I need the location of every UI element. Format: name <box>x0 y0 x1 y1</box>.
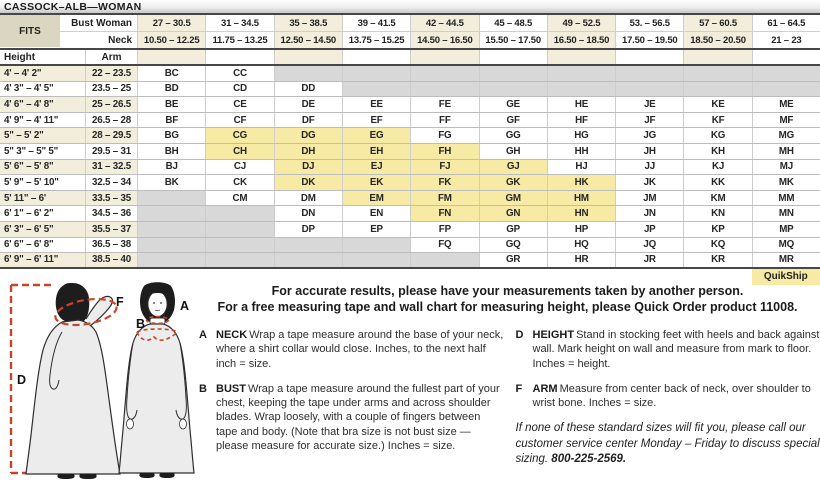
instruction-text: ARM Measure from center back of neck, over shoulder to wrist bone. Inches = size. <box>532 382 811 410</box>
stripe-cell <box>683 50 751 64</box>
neck-range-cell: 11.75 – 13.25 <box>205 32 273 48</box>
size-cell: HE <box>547 97 615 112</box>
quikship-badge: QuikShip <box>752 269 820 285</box>
bust-range-cell: 57 – 60.5 <box>683 15 751 31</box>
size-cell <box>547 66 615 81</box>
size-cell <box>342 238 410 253</box>
neck-range-cell: 21 – 23 <box>752 32 820 48</box>
size-cell: KK <box>683 175 751 190</box>
size-cell <box>410 82 478 97</box>
size-cell: HK <box>547 175 615 190</box>
size-cell <box>479 66 547 81</box>
table-row <box>0 222 820 238</box>
size-cell: EE <box>342 97 410 112</box>
table-row <box>0 238 820 254</box>
height-cell: 4' 6" – 4' 8" <box>0 97 85 112</box>
size-cell: FF <box>410 113 478 128</box>
size-cell: GP <box>479 222 547 237</box>
size-cell: FM <box>410 191 478 206</box>
note-line-2: For a free measuring tape and wall chart for measuring height, please Quick Order product 11008. <box>217 299 798 314</box>
table-body <box>0 66 820 269</box>
size-cell: FQ <box>410 238 478 253</box>
size-cell: MK <box>752 175 820 190</box>
instruction-column-right <box>516 328 820 467</box>
arm-cell: 32.5 – 34 <box>85 175 137 190</box>
size-cell <box>205 253 273 267</box>
size-cell: GE <box>479 97 547 112</box>
stripe-cell <box>137 50 205 64</box>
size-cell: DD <box>274 82 342 97</box>
accuracy-notes <box>195 284 820 315</box>
height-cell: 6' 6" – 6' 8" <box>0 238 85 253</box>
size-cell: JM <box>615 191 683 206</box>
size-cell: MR <box>752 253 820 267</box>
height-arm-header-row <box>0 50 820 66</box>
size-cell: KP <box>683 222 751 237</box>
note-line-1: For accurate results, please have your measurements taken by another person. <box>271 284 744 298</box>
size-cell: CC <box>205 66 273 81</box>
height-cell: 5" – 5' 2" <box>0 128 85 143</box>
size-cell: GF <box>479 113 547 128</box>
arm-cell: 22 – 23.5 <box>85 66 137 81</box>
size-cell <box>752 66 820 81</box>
size-cell: EP <box>342 222 410 237</box>
figure-label-f: F <box>116 295 124 309</box>
size-cell: EG <box>342 128 410 143</box>
size-cell: EK <box>342 175 410 190</box>
bust-range-cell: 35 – 38.5 <box>274 15 342 31</box>
size-cell <box>274 238 342 253</box>
table-title: CASSOCK–ALB—WOMAN <box>0 0 820 15</box>
figure-label-d: D <box>17 373 27 387</box>
size-cell: MN <box>752 206 820 221</box>
size-cell <box>137 222 205 237</box>
table-row <box>0 175 820 191</box>
instruction-text: BUST Wrap a tape measure around the fullest part of your chest, keeping the tape under arms and across shoulder blades. Wrap loosely, with a couple of fingers between tape and body. (Note that bra size is not bust size — please measure for accurate size.) Inches = size. <box>216 382 500 453</box>
height-cell: 5" 3" – 5" 5" <box>0 144 85 159</box>
size-cell: BH <box>137 144 205 159</box>
size-cell: MH <box>752 144 820 159</box>
size-cell: BD <box>137 82 205 97</box>
neck-range-cell: 12.50 – 14.50 <box>274 32 342 48</box>
size-cell: DJ <box>274 160 342 175</box>
size-cell <box>137 191 205 206</box>
table-row <box>0 253 820 269</box>
size-cell <box>137 238 205 253</box>
table-row <box>0 66 820 82</box>
size-cell: EH <box>342 144 410 159</box>
size-cell: JG <box>615 128 683 143</box>
bust-range-row <box>0 15 820 32</box>
size-cell <box>342 253 410 267</box>
size-cell: JR <box>615 253 683 267</box>
size-cell: KH <box>683 144 751 159</box>
size-cell: KN <box>683 206 751 221</box>
size-cell: FP <box>410 222 478 237</box>
size-cell: DH <box>274 144 342 159</box>
instruction-letter: F <box>515 382 523 395</box>
size-cell: DG <box>274 128 342 143</box>
size-cell <box>410 253 478 267</box>
size-cell: KF <box>683 113 751 128</box>
size-cell <box>683 82 751 97</box>
bust-range-cell: 27 – 30.5 <box>137 15 205 31</box>
size-cell: FK <box>410 175 478 190</box>
size-cell: EN <box>342 206 410 221</box>
arm-cell: 36.5 – 38 <box>85 238 137 253</box>
size-cell: KR <box>683 253 751 267</box>
size-cell: BC <box>137 66 205 81</box>
stripe-cell <box>547 50 615 64</box>
size-cell: HF <box>547 113 615 128</box>
instruction-arm <box>516 382 820 411</box>
bust-range-cell: 39 – 41.5 <box>342 15 410 31</box>
height-cell: 4' 9" – 4' 11" <box>0 113 85 128</box>
table-row <box>0 160 820 176</box>
size-cell: BE <box>137 97 205 112</box>
arm-cell: 29.5 – 31 <box>85 144 137 159</box>
size-cell: KQ <box>683 238 751 253</box>
size-cell: JF <box>615 113 683 128</box>
size-cell: JP <box>615 222 683 237</box>
size-cell <box>615 82 683 97</box>
size-cell <box>274 253 342 267</box>
size-cell <box>342 66 410 81</box>
neck-range-cell: 14.50 – 16.50 <box>410 32 478 48</box>
size-cell: HN <box>547 206 615 221</box>
size-cell: HH <box>547 144 615 159</box>
arm-cell: 26.5 – 28 <box>85 113 137 128</box>
height-cell: 4' 3" – 4' 5" <box>0 82 85 97</box>
phone-number: 800-225-2569. <box>551 452 627 465</box>
size-cell: KJ <box>683 160 751 175</box>
size-cell: GR <box>479 253 547 267</box>
figure-illustration <box>2 280 199 480</box>
arm-cell: 33.5 – 35 <box>85 191 137 206</box>
size-cell: GH <box>479 144 547 159</box>
size-cell: BK <box>137 175 205 190</box>
size-cell <box>410 66 478 81</box>
height-cell: 6' 9" – 6' 11" <box>0 253 85 267</box>
instruction-term: BUST <box>216 382 246 395</box>
neck-range-cell: 16.50 – 18.50 <box>547 32 615 48</box>
size-cell <box>205 238 273 253</box>
height-cell: 5' 9" – 5' 10" <box>0 175 85 190</box>
bust-range-cell: 49 – 52.5 <box>547 15 615 31</box>
size-cell: FH <box>410 144 478 159</box>
figure-label-a: A <box>180 299 190 313</box>
table-row <box>0 113 820 129</box>
size-cell: FJ <box>410 160 478 175</box>
size-cell <box>137 253 205 267</box>
size-cell: DF <box>274 113 342 128</box>
size-cell <box>547 82 615 97</box>
size-cell: HP <box>547 222 615 237</box>
instruction-text: HEIGHT Stand in stocking feet with heels and back against wall. Mark height on wall and measure from mark to floor. Inches = height. <box>532 329 820 370</box>
instruction-bust <box>199 382 504 453</box>
size-cell: EJ <box>342 160 410 175</box>
size-cell <box>683 66 751 81</box>
size-cell: FG <box>410 128 478 143</box>
instruction-text: NECK Wrap a tape measure around the base of your neck, where a shirt collar would close. Inches, to the next half inch = size. <box>216 329 504 370</box>
stripe-cell <box>479 50 547 64</box>
size-cell: HR <box>547 253 615 267</box>
size-cell: MQ <box>752 238 820 253</box>
size-cell: JN <box>615 206 683 221</box>
size-cell: GJ <box>479 160 547 175</box>
instruction-column-left <box>199 328 504 467</box>
size-cell: HQ <box>547 238 615 253</box>
neck-range-cell: 18.50 – 20.50 <box>683 32 751 48</box>
size-cell <box>274 66 342 81</box>
size-cell: CM <box>205 191 273 206</box>
arm-cell: 34.5 – 36 <box>85 206 137 221</box>
instruction-term: NECK <box>216 329 248 341</box>
size-cell: GG <box>479 128 547 143</box>
size-cell: CH <box>205 144 273 159</box>
stripe-cell <box>615 50 683 64</box>
stripe-cell <box>410 50 478 64</box>
size-cell: FN <box>410 206 478 221</box>
size-cell: CD <box>205 82 273 97</box>
arm-cell: 28 – 29.5 <box>85 128 137 143</box>
size-cell: ME <box>752 97 820 112</box>
size-cell: FE <box>410 97 478 112</box>
instruction-term: HEIGHT <box>532 329 575 341</box>
fits-label: FITS <box>0 15 60 47</box>
size-cell: KE <box>683 97 751 112</box>
table-row <box>0 206 820 222</box>
stripe-cell <box>342 50 410 64</box>
instruction-height <box>516 328 820 371</box>
size-cell: DM <box>274 191 342 206</box>
table-header <box>0 15 820 50</box>
size-cell: HJ <box>547 160 615 175</box>
arm-cell: 38.5 – 40 <box>85 253 137 267</box>
size-cell: DE <box>274 97 342 112</box>
instruction-letter: B <box>199 382 207 395</box>
instruction-neck <box>199 328 504 371</box>
size-cell: CG <box>205 128 273 143</box>
size-cell: CE <box>205 97 273 112</box>
table-row <box>0 191 820 207</box>
size-cell <box>479 82 547 97</box>
neck-label: Neck <box>60 32 137 48</box>
size-cell: EM <box>342 191 410 206</box>
size-cell: CK <box>205 175 273 190</box>
size-cell: JJ <box>615 160 683 175</box>
size-cell: JQ <box>615 238 683 253</box>
size-cell: JK <box>615 175 683 190</box>
size-cell: GM <box>479 191 547 206</box>
size-cell <box>342 82 410 97</box>
height-column-label: Height <box>0 50 85 64</box>
table-row <box>0 82 820 98</box>
size-cell: KG <box>683 128 751 143</box>
size-cell <box>137 206 205 221</box>
arm-cell: 25 – 26.5 <box>85 97 137 112</box>
size-cell: MF <box>752 113 820 128</box>
bust-range-cell: 42 – 44.5 <box>410 15 478 31</box>
instruction-columns <box>199 328 820 467</box>
instruction-term: ARM <box>532 382 558 395</box>
height-cell: 4' – 4' 2" <box>0 66 85 81</box>
height-cell: 5' 6" – 5' 8" <box>0 160 85 175</box>
size-cell: JE <box>615 97 683 112</box>
table-row <box>0 144 820 160</box>
neck-range-row <box>0 32 820 48</box>
size-cell <box>752 82 820 97</box>
size-cell: GQ <box>479 238 547 253</box>
size-cell <box>205 222 273 237</box>
stripe-cell <box>752 50 820 64</box>
size-cell: BG <box>137 128 205 143</box>
neck-range-cell: 15.50 – 17.50 <box>479 32 547 48</box>
size-cell: EF <box>342 113 410 128</box>
bust-range-cell: 31 – 34.5 <box>205 15 273 31</box>
size-cell: BJ <box>137 160 205 175</box>
stripe-cell <box>205 50 273 64</box>
size-cell: CF <box>205 113 273 128</box>
size-cell: HM <box>547 191 615 206</box>
size-cell: BF <box>137 113 205 128</box>
size-cell: JH <box>615 144 683 159</box>
size-cell: KM <box>683 191 751 206</box>
arm-cell: 23.5 – 25 <box>85 82 137 97</box>
size-cell: DN <box>274 206 342 221</box>
size-cell: MM <box>752 191 820 206</box>
size-cell: GN <box>479 206 547 221</box>
arm-column-label: Arm <box>85 50 137 64</box>
bust-range-cell: 53. – 56.5 <box>615 15 683 31</box>
bust-range-cell: 61 – 64.5 <box>752 15 820 31</box>
height-cell: 5' 11" – 6' <box>0 191 85 206</box>
bust-woman-label: Bust Woman <box>60 15 137 31</box>
size-cell: MJ <box>752 160 820 175</box>
size-cell: DP <box>274 222 342 237</box>
size-cell <box>615 66 683 81</box>
size-cell: DK <box>274 175 342 190</box>
arm-cell: 31 – 32.5 <box>85 160 137 175</box>
size-cell: MG <box>752 128 820 143</box>
neck-range-cell: 17.50 – 19.50 <box>615 32 683 48</box>
size-cell: HG <box>547 128 615 143</box>
height-cell: 6' 3" – 6' 5" <box>0 222 85 237</box>
neck-range-cell: 13.75 – 15.25 <box>342 32 410 48</box>
measurement-figure <box>2 280 199 480</box>
figure-label-b: B <box>136 317 146 331</box>
size-cell: GK <box>479 175 547 190</box>
size-cell <box>205 206 273 221</box>
table-row <box>0 128 820 144</box>
instruction-letter: A <box>199 329 207 341</box>
table-row <box>0 97 820 113</box>
size-cell: CJ <box>205 160 273 175</box>
back-view-figure <box>26 283 120 479</box>
size-cell: MP <box>752 222 820 237</box>
stripe-cell <box>274 50 342 64</box>
instruction-letter: D <box>515 329 524 341</box>
bust-range-cell: 45 – 48.5 <box>479 15 547 31</box>
height-cell: 6' 1" – 6' 2" <box>0 206 85 221</box>
neck-range-cell: 10.50 – 12.25 <box>137 32 205 48</box>
special-sizing-note: If none of these standard sizes will fit you, please call our customer service center Monday – Friday to discuss special sizing. 800-225-2569. <box>515 422 820 465</box>
arm-cell: 35.5 – 37 <box>85 222 137 237</box>
